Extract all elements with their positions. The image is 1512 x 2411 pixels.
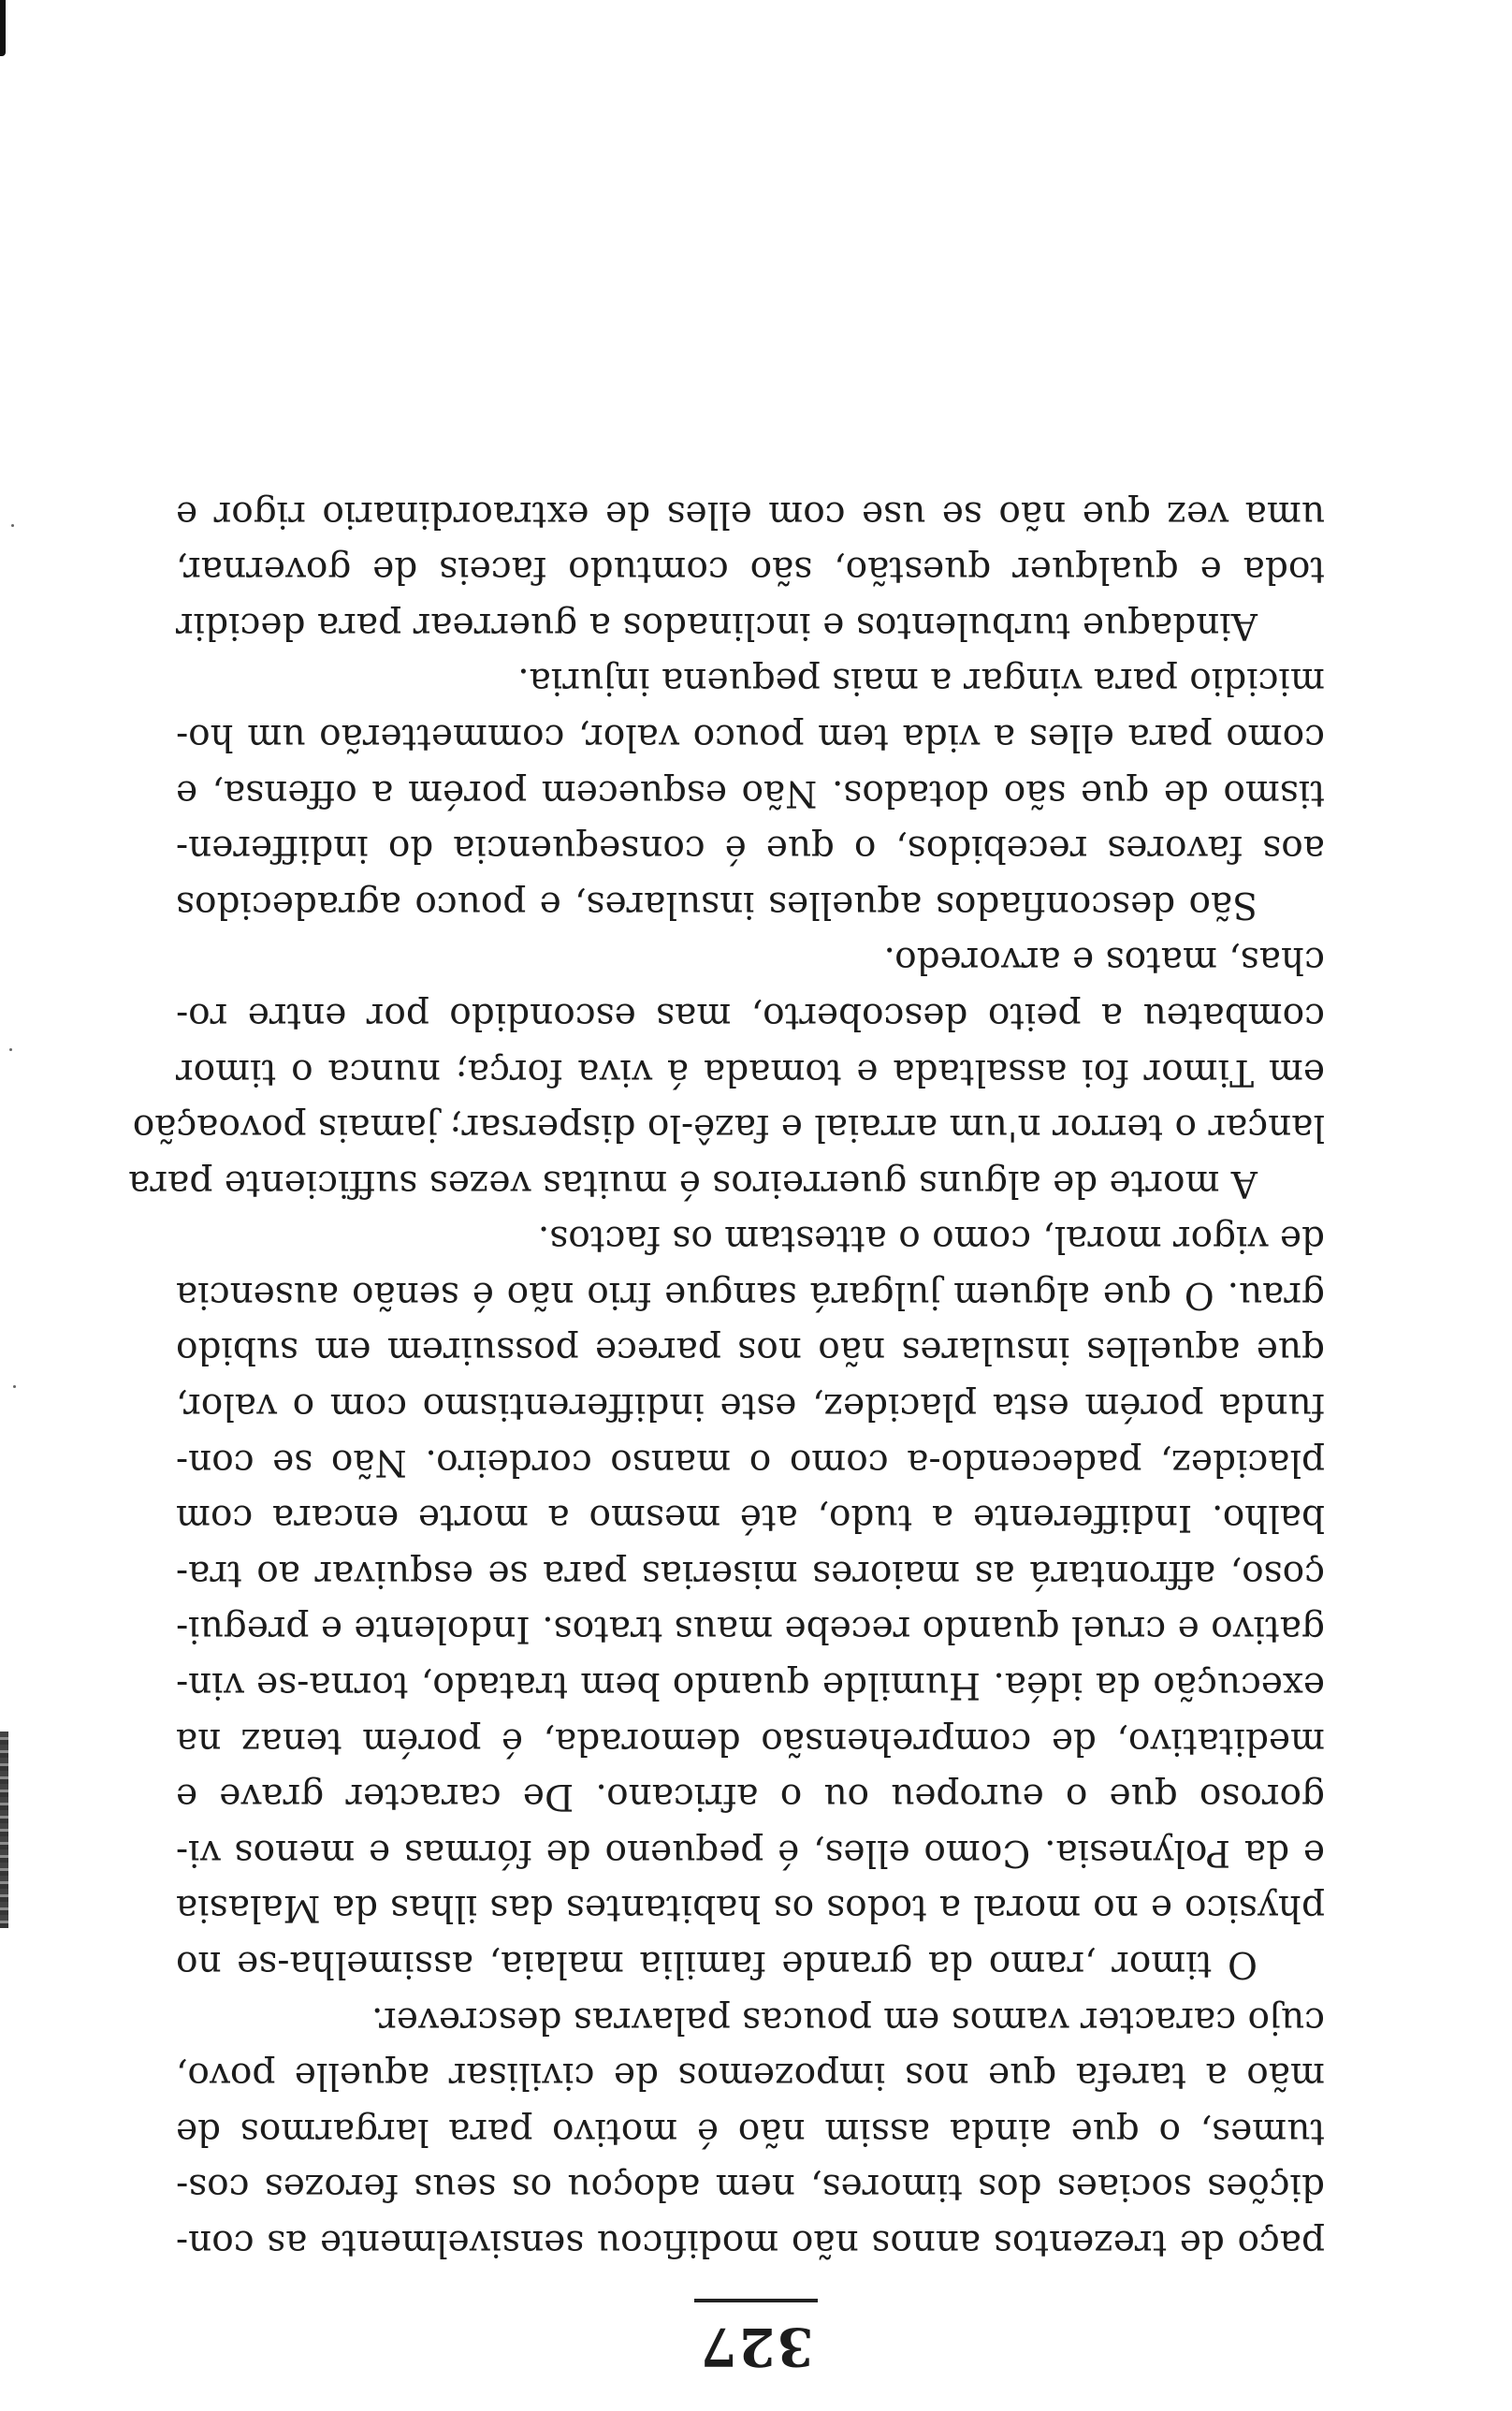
page-number: 327 <box>698 2316 814 2377</box>
text-line: tismo de que são dotados. Não esquecem porém a offensa, e <box>176 771 1325 814</box>
text-line: São desconfiados aquelles insulares, e pouco agradecidos <box>176 883 1258 926</box>
body-text <box>128 486 1325 2271</box>
text-line: paço de trezentos annos não modificou sensivelmente as con- <box>176 2222 1325 2264</box>
text-line: Aindaque turbulentos e inclinados a guerrear para decidir <box>176 604 1258 647</box>
page-number-rule <box>694 2299 818 2302</box>
text-line: gativo e cruel quando recebe maus tratos. Indolente e pregui- <box>176 1608 1325 1651</box>
text-line: aos favores recebidos, o que é consequencia do indifferen- <box>176 827 1325 870</box>
text-line: em Timor foi assaltada e tomada á viva força; nunca o timor <box>176 1050 1325 1093</box>
text-line: funda porém esta placidez, este indifferentismo com o valor, <box>176 1385 1325 1428</box>
text-line: chas, matos e arvoredo. <box>883 939 1325 982</box>
text-line: çoso, affrontará as maiores miserias para se esquivar ao tra- <box>176 1552 1325 1595</box>
text-line: balho. Indifferente a tudo, até mesmo a morte encara com <box>176 1497 1325 1540</box>
text-line: combateu a peito descoberto, mas escondido por entre ro- <box>176 994 1325 1037</box>
text-line: grau. O que alguem julgará sangue frio não é senão ausencia <box>176 1273 1325 1316</box>
text-line: que aquelles insulares não nos parece possuirem em subido <box>176 1329 1325 1372</box>
text-line: lançar o terror n'um arraial e fazê-lo dispersar; jamais povoação <box>132 1106 1325 1149</box>
text-line: cujo caracter vamos em poucas palavras descrever. <box>371 1998 1325 2041</box>
text-line: como para elles a vida tem pouco valor, commetterão um ho- <box>176 715 1325 758</box>
text-line: goroso que o europeu ou o africano. De caracter grave e <box>176 1775 1325 1819</box>
text-line: mão a tarefa que nos impozemos de civilisar aquelle povo, <box>176 2054 1325 2097</box>
text-line: tumes, o que ainda assim não é motivo para largarmos de <box>176 2110 1325 2153</box>
text-line: A morte de alguns guerreiros é muitas vezes sufficiente para <box>128 1162 1258 1205</box>
text-line: micidio para vingar a mais pequena injuria. <box>517 660 1325 703</box>
text-line: meditativo, de comprehensão demorada, é porém tenaz na <box>176 1719 1325 1762</box>
text-line: dições sociaes dos timores, nem adoçou os seus ferozes cos- <box>176 2166 1325 2209</box>
text-line: toda e qualquer questão, são comtudo faceis de governar, <box>176 548 1325 592</box>
text-line: physico e no moral a todos os habitantes das ilhas da Malasia <box>176 1887 1325 1930</box>
text-line: execução da idéa. Humilde quando bem tratado, torna-se vin- <box>176 1664 1325 1707</box>
text-line: e da Polynesia. Como elles, é pequeno de fórmas e menos vi- <box>176 1831 1325 1874</box>
text-line: O timor ,ramo da grande familia malaia, assimelha-se no <box>176 1943 1258 1986</box>
text-line: uma vez que não se use com elles de extraordinario rigor e <box>176 492 1325 535</box>
text-line: placidez, padecendo-a como o manso cordeiro. Não se con- <box>176 1440 1325 1483</box>
text-line: de vigor moral, como o attestam os factos. <box>537 1218 1325 1261</box>
